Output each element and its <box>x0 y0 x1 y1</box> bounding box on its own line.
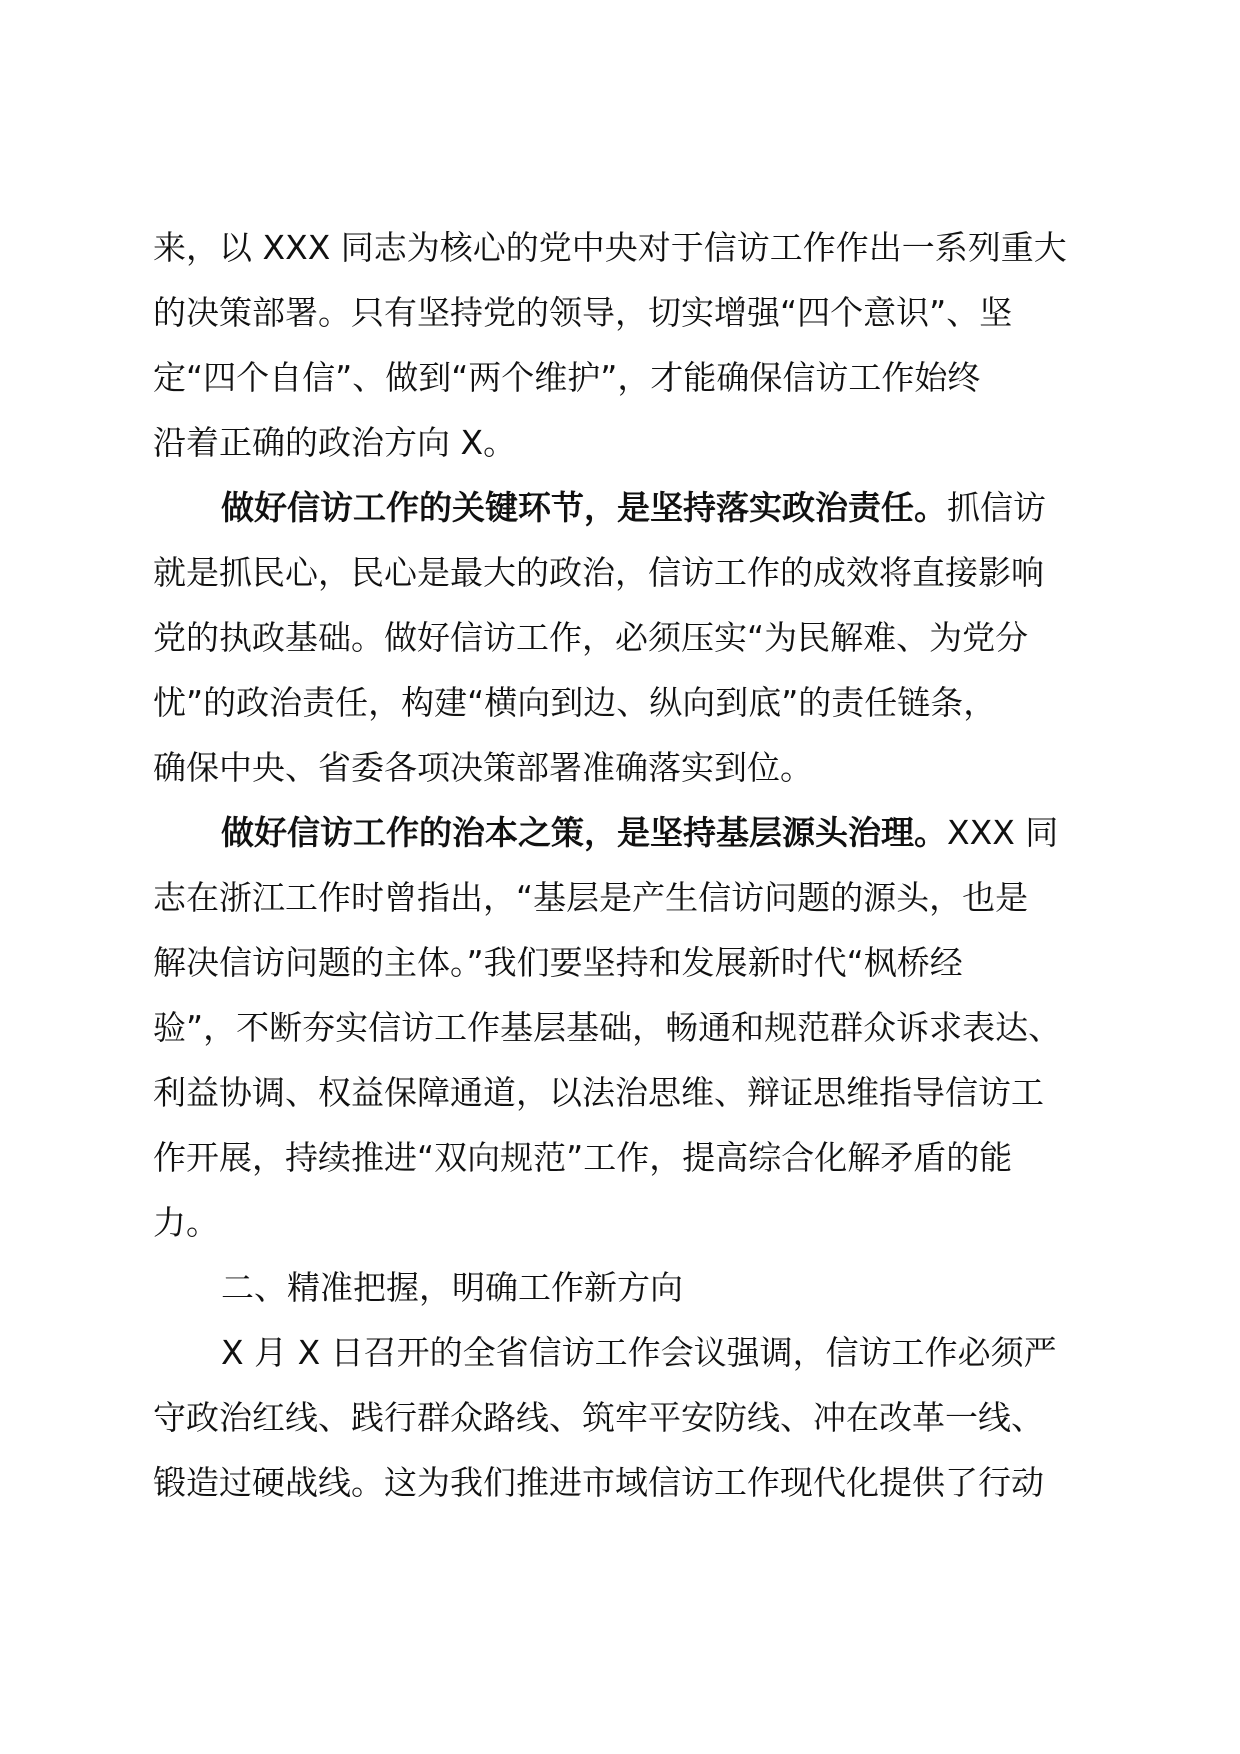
text-line: 验”，不断夯实信访工作基层基础，畅通和规范群众诉求表达、 <box>153 1008 1062 1047</box>
paragraph-lead-sentence: 做好信访工作的治本之策，是坚持基层源头治理。 <box>221 813 947 852</box>
paragraph-political-responsibility <box>153 475 1103 800</box>
paragraph-provincial-meeting <box>153 1320 1103 1515</box>
text-line: 定“四个自信”、做到“两个维护”，才能确保信访工作始终 <box>153 358 981 397</box>
paragraph-grassroots-governance <box>153 800 1103 1255</box>
text-line: 力。 <box>153 1203 219 1242</box>
text-line <box>153 475 1103 540</box>
text-line: 的决策部署。只有坚持党的领导，切实增强“四个意识”、坚 <box>153 293 1013 332</box>
section-heading: 二、精准把握，明确工作新方向 <box>221 1268 683 1307</box>
text-line <box>153 800 1103 865</box>
text-line: 就是抓民心，民心是最大的政治，信访工作的成效将直接影响 <box>153 553 1044 592</box>
text-line: 沿着正确的政治方向 X。 <box>153 423 517 462</box>
paragraph-lead-sentence: 做好信访工作的关键环节，是坚持落实政治责任。 <box>221 488 947 527</box>
text-line: 党的执政基础。做好信访工作，必须压实“为民解难、为党分 <box>153 618 1029 657</box>
text-line: 解决信访问题的主体。”我们要坚持和发展新时代“枫桥经 <box>153 943 963 982</box>
text-segment: 抓信访 <box>947 488 1046 527</box>
text-line: 忧”的政治责任，构建“横向到边、纵向到底”的责任链条， <box>153 683 997 722</box>
text-line: 确保中央、省委各项决策部署准确落实到位。 <box>153 748 813 787</box>
text-line: 利益协调、权益保障通道，以法治思维、辩证思维指导信访工 <box>153 1073 1044 1112</box>
text-line: 志在浙江工作时曾指出，“基层是产生信访问题的源头，也是 <box>153 878 1029 917</box>
text-line: 锻造过硬战线。这为我们推进市域信访工作现代化提供了行动 <box>153 1463 1044 1502</box>
text-line: X 月 X 日召开的全省信访工作会议强调，信访工作必须严 <box>221 1333 1057 1372</box>
document-body <box>153 215 1103 1515</box>
text-line: 作开展，持续推进“双向规范”工作，提高综合化解矛盾的能 <box>153 1138 1013 1177</box>
text-line: 守政治红线、践行群众路线、筑牢平安防线、冲在改革一线、 <box>153 1398 1044 1437</box>
text-line: 来，以 XXX 同志为核心的党中央对于信访工作作出一系列重大 <box>153 228 1067 267</box>
text-segment: XXX 同 <box>947 813 1059 852</box>
paragraph-political-direction <box>153 215 1103 475</box>
